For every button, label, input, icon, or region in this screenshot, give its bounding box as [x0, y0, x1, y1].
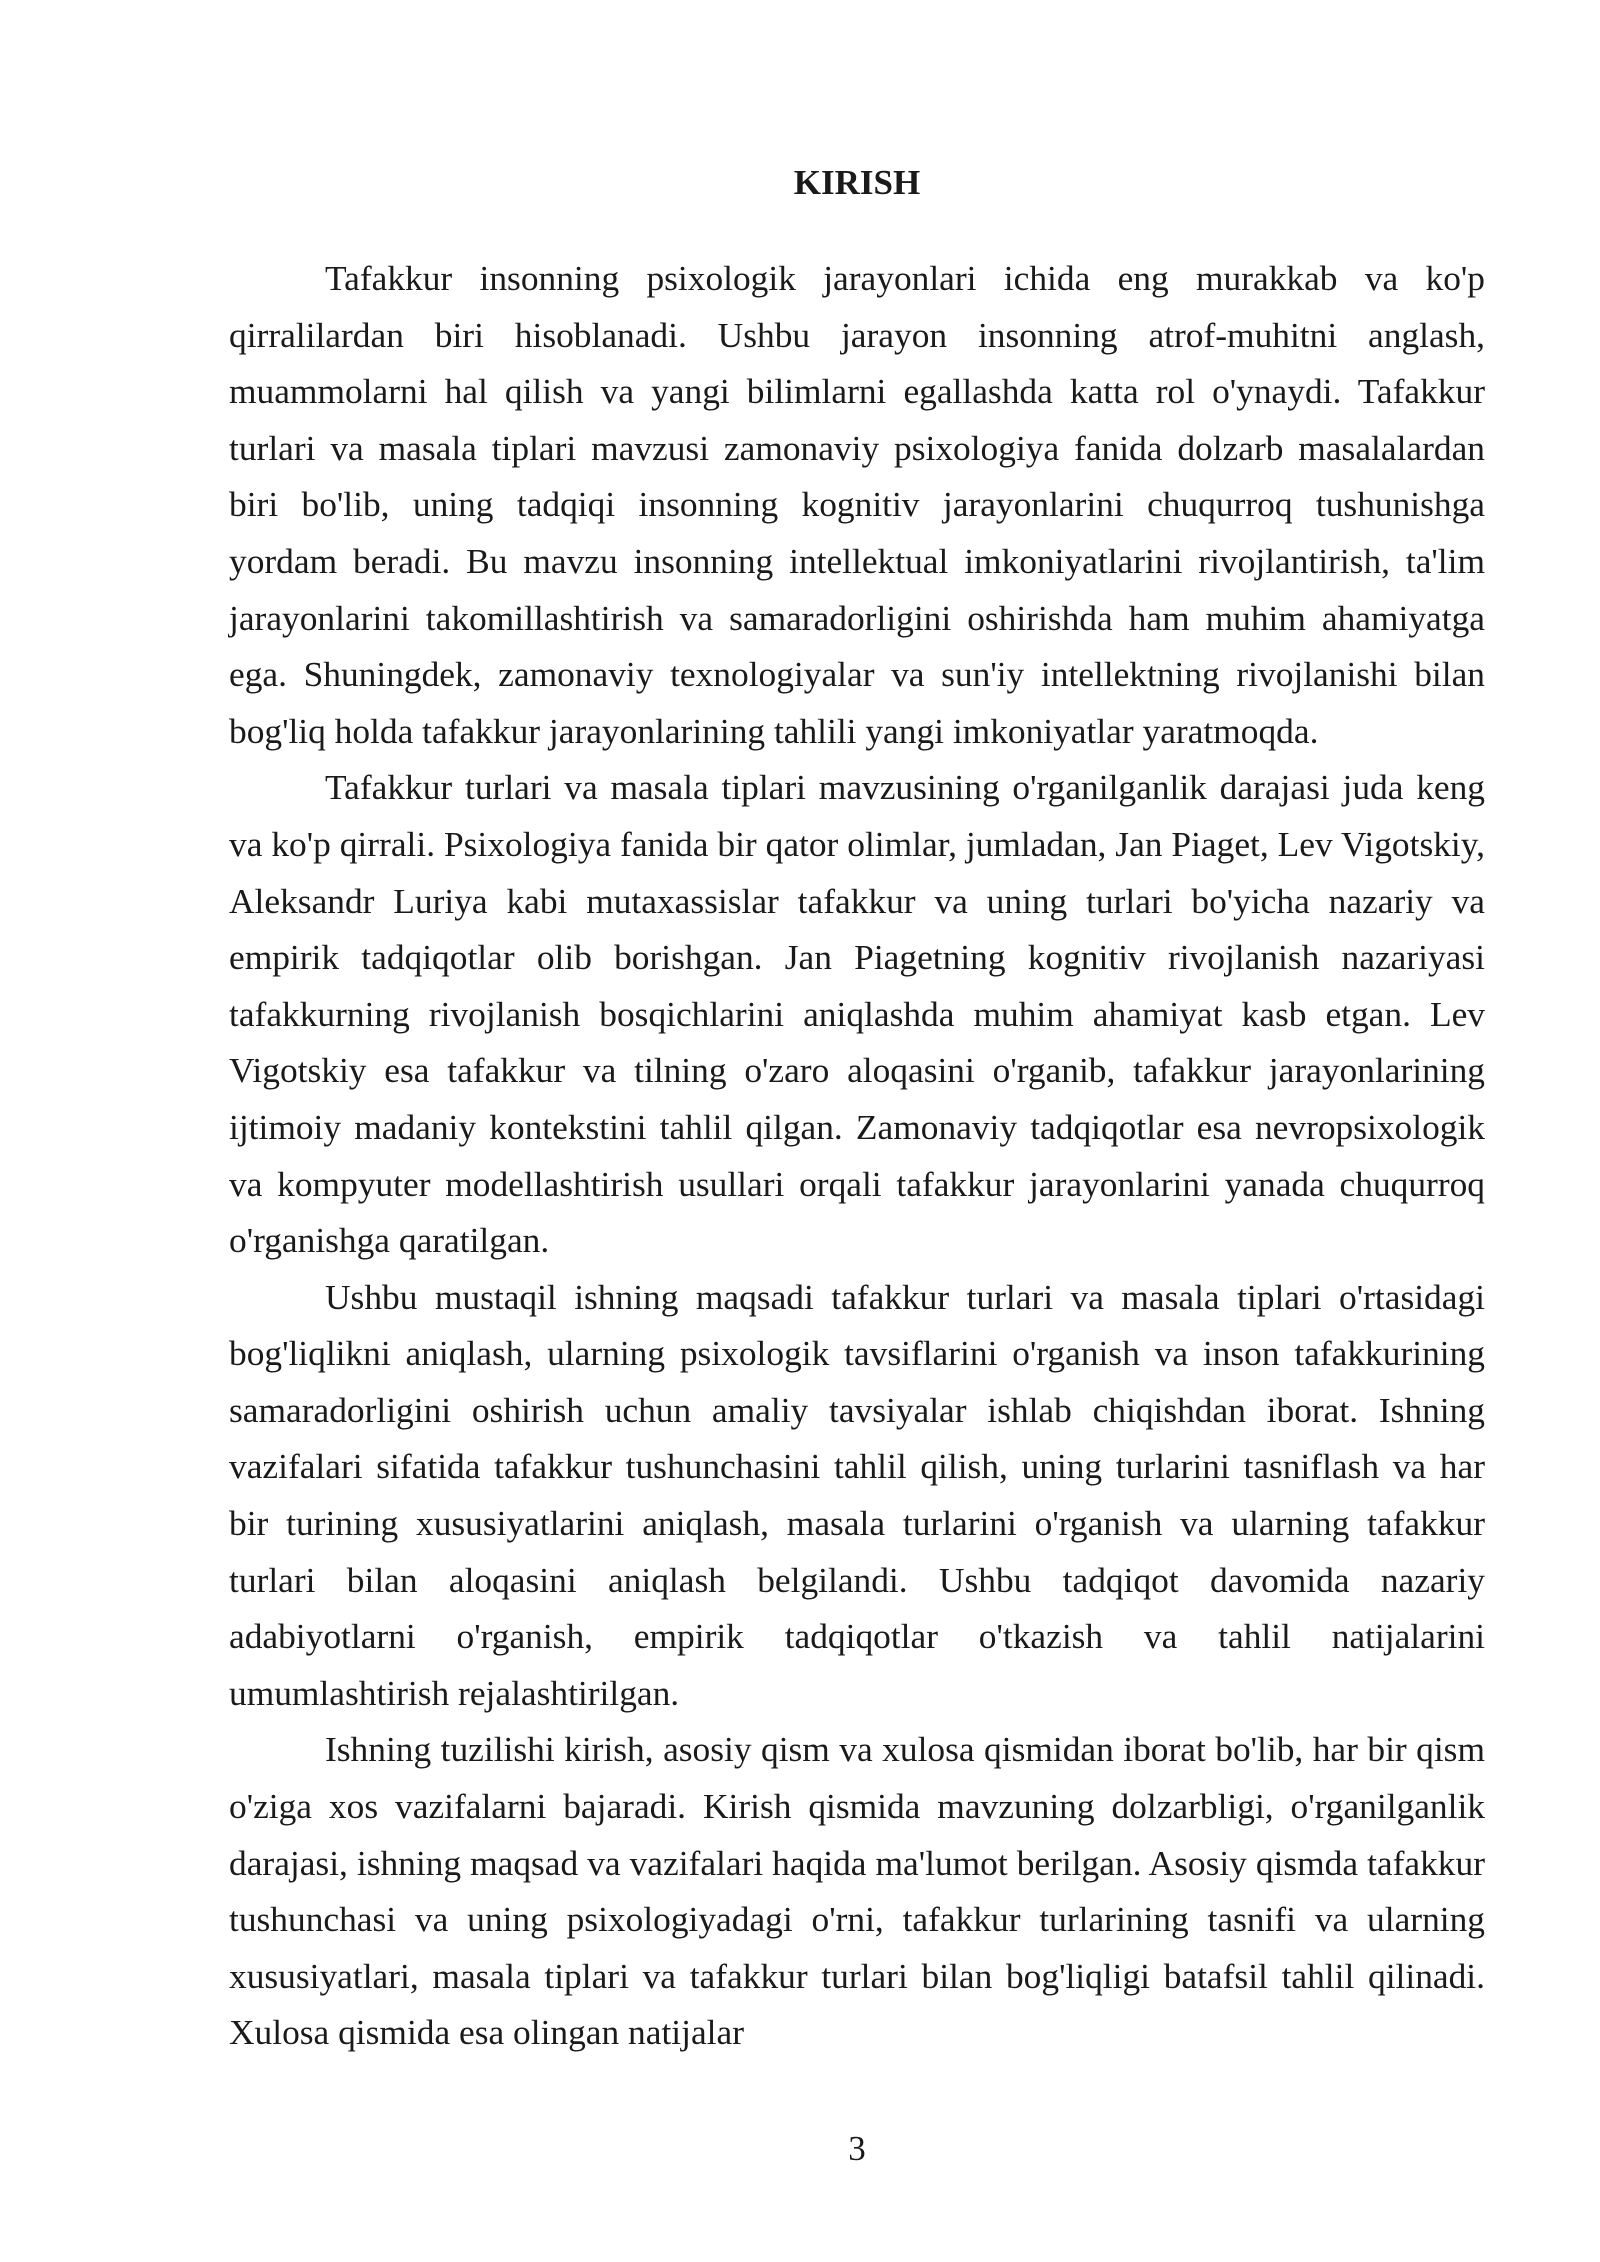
paragraph-structure: Ishning tuzilishi kirish, asosiy qism va xulosa qismidan iborat bo'lib, har bir qism o'ziga xos vazifalarni bajaradi. Kirish qismida mavzuning dolzarbligi, o'rganilganlik darajasi, ishning maqsad va vazifalari haqida ma'lumot berilgan. Asosiy qismda tafakkur tushunchasi va uning psixologiyadagi o'rni, tafakkur turlarining tasnifi va ularning xususiyatlari, masala tiplari va tafakkur turlari bilan bog'liqligi batafsil tahlil qilinadi. Xulosa qismida esa olingan natijalar	[229, 1729, 1485, 2053]
section-heading: KIRISH	[793, 163, 921, 202]
paragraph-goals: Ushbu mustaqil ishning maqsadi tafakkur turlari va masala tiplari o'rtasidagi bog'liqlikni aniqlash, ularning psixologik tavsiflarini o'rganish va inson tafakkurining samaradorligini oshirish uchun amaliy tavsiyalar ishlab chiqishdan iborat. Ishning vazifalari sifatida tafakkur tushunchasini tahlil qilish, uning turlarini tasniflash va har bir turining xususiyatlarini aniqlash, masala turlarini o'rganish va ularning tafakkur turlari bilan aloqasini aniqlash belgilandi. Ushbu tadqiqot davomida nazariy adabiyotlarni o'rganish, empirik tadqiqotlar o'tkazish va tahlil natijalarini umumlashtirish rejalashtirilgan.	[229, 1276, 1485, 1713]
paragraph-study-level: Tafakkur turlari va masala tiplari mavzusining o'rganilganlik darajasi juda keng va ko'p qirrali. Psixologiya fanida bir qator olimlar, jumladan, Jan Piaget, Lev Vigotskiy, Aleksandr Luriya kabi mutaxassislar tafakkur va uning turlari bo'yicha nazariy va empirik tadqiqotlar olib borishgan. Jan Piagetning kognitiv rivojlanish nazariyasi tafakkurning rivojlanish bosqichlarini aniqlashda muhim ahamiyat kasb etgan. Lev Vigotskiy esa tafakkur va tilning o'zaro aloqasini o'rganib, tafakkur jarayonlarining ijtimoiy madaniy kontekstini tahlil qilgan. Zamonaviy tadqiqotlar esa nevropsixologik va kompyuter modellashtirish usullari orqali tafakkur jarayonlarini yanada chuqurroq o'rganishga qaratilgan.	[229, 767, 1485, 1261]
body-text	[229, 250, 1485, 2061]
page-number: 3	[848, 2129, 866, 2168]
paragraph-relevance: Tafakkur insonning psixologik jarayonlari ichida eng murakkab va ko'p qirralilardan biri hisoblanadi. Ushbu jarayon insonning atrof-muhitni anglash, muammolarni hal qilish va yangi bilimlarni egallashda katta rol o'ynaydi. Tafakkur turlari va masala tiplari mavzusi zamonaviy psixologiya fanida dolzarb masalalardan biri bo'lib, uning tadqiqi insonning kognitiv jarayonlarini chuqurroq tushunishga yordam beradi. Bu mavzu insonning intellektual imkoniyatlarini rivojlantirish, ta'lim jarayonlarini takomillashtirish va samaradorligini oshirishda ham muhim ahamiyatga ega. Shuningdek, zamonaviy texnologiyalar va sun'iy intellektning rivojlanishi bilan bog'liq holda tafakkur jarayonlarining tahlili yangi imkoniyatlar yaratmoqda.	[229, 258, 1485, 751]
